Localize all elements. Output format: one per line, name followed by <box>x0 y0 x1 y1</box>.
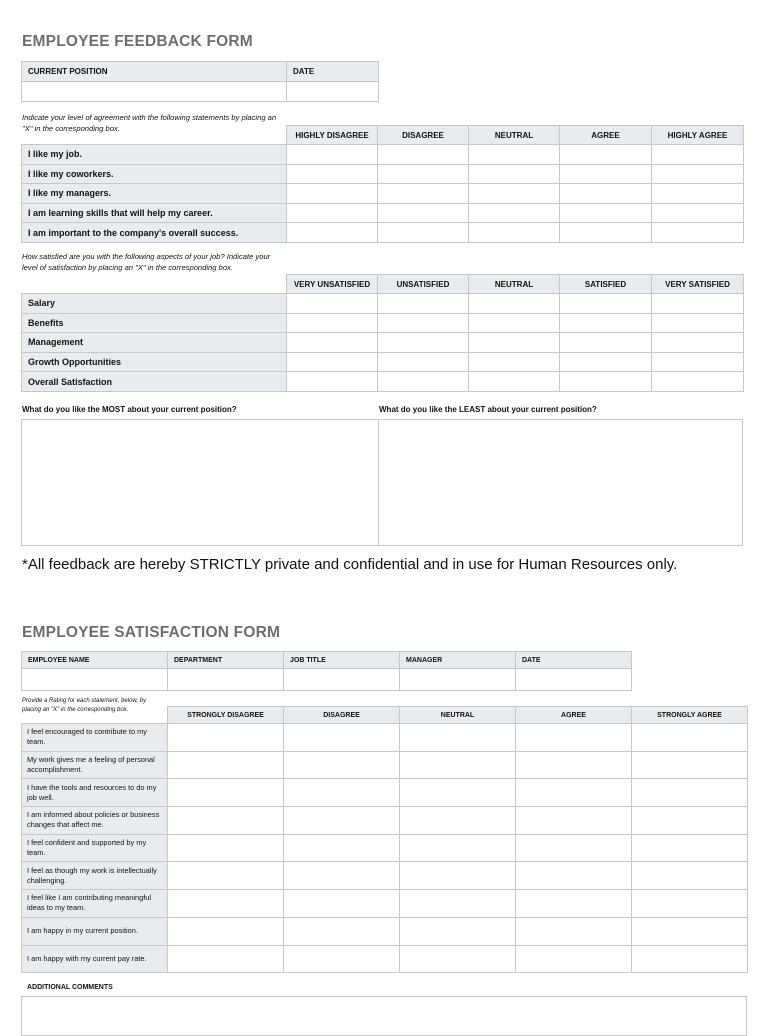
table-row <box>22 372 744 392</box>
rating-cell[interactable] <box>400 890 516 918</box>
col-very-unsatisfied: VERY UNSATISFIED <box>287 275 378 294</box>
rating-cell[interactable] <box>168 779 284 807</box>
rating-cell[interactable] <box>560 184 652 204</box>
table-row <box>22 724 748 752</box>
table-row <box>22 807 748 835</box>
table-row <box>22 890 748 918</box>
date-header: DATE <box>287 62 379 82</box>
rating-cell[interactable] <box>284 890 400 918</box>
rating-cell[interactable] <box>168 917 284 945</box>
rating-cell[interactable] <box>560 352 652 372</box>
table-row <box>22 779 748 807</box>
col-highly-disagree: HIGHLY DISAGREE <box>287 126 378 145</box>
col-strongly-disagree: STRONGLY DISAGREE <box>168 707 284 724</box>
rating-cell[interactable] <box>516 834 632 862</box>
rating-cell[interactable] <box>652 313 744 333</box>
rating-cell[interactable] <box>652 184 744 204</box>
rating-cell[interactable] <box>400 945 516 973</box>
rating-corner <box>22 707 168 724</box>
satisfaction-table <box>21 274 744 392</box>
rating-cell[interactable] <box>652 223 744 243</box>
satisfaction-corner <box>22 275 287 294</box>
rating-cell[interactable] <box>378 203 469 223</box>
statement-label: I feel encouraged to contribute to my team. <box>22 724 168 752</box>
table-row <box>22 313 744 333</box>
rating-cell[interactable] <box>516 945 632 973</box>
job-title-header: JOB TITLE <box>284 652 400 669</box>
current-position-field[interactable] <box>22 82 287 102</box>
col-disagree: DISAGREE <box>284 707 400 724</box>
rating-cell[interactable] <box>560 223 652 243</box>
aspect-label: Salary <box>22 294 287 314</box>
rating-cell[interactable] <box>632 751 748 779</box>
rating-table <box>21 706 748 973</box>
col-agree: AGREE <box>560 126 652 145</box>
rating-cell[interactable] <box>168 862 284 890</box>
aspect-label: Overall Satisfaction <box>22 372 287 392</box>
table-row <box>22 164 744 184</box>
rating-cell[interactable] <box>284 779 400 807</box>
rating-cell[interactable] <box>652 352 744 372</box>
rating-cell[interactable] <box>287 313 378 333</box>
employee-name-field[interactable] <box>22 669 168 691</box>
statement-label: I am learning skills that will help my career. <box>22 203 287 223</box>
statement-label: I like my coworkers. <box>22 164 287 184</box>
satisfaction-instruction: How satisfied are you with the following aspects of your job? Indicate your level of satisfaction by placing an "X" in the corresponding box. <box>22 252 271 272</box>
rating-cell[interactable] <box>560 164 652 184</box>
department-field[interactable] <box>168 669 284 691</box>
statement-label: I feel as though my work is intellectually challenging. <box>22 862 168 890</box>
date-field[interactable] <box>287 82 379 102</box>
confidentiality-note: *All feedback are hereby STRICTLY private and confidential and in use for Human Resources only. <box>22 556 678 573</box>
rating-cell[interactable] <box>652 294 744 314</box>
department-header: DEPARTMENT <box>168 652 284 669</box>
rating-cell[interactable] <box>284 807 400 835</box>
most-question: What do you like the MOST about your current position? <box>22 405 237 414</box>
rating-cell[interactable] <box>287 333 378 353</box>
rating-cell[interactable] <box>378 372 469 392</box>
employee-info-table <box>21 651 632 691</box>
job-title-field[interactable] <box>284 669 400 691</box>
rating-cell[interactable] <box>400 751 516 779</box>
rating-cell[interactable] <box>652 164 744 184</box>
table-row <box>22 917 748 945</box>
date-field[interactable] <box>516 669 632 691</box>
agreement-corner <box>22 126 287 145</box>
rating-cell[interactable] <box>516 779 632 807</box>
rating-cell[interactable] <box>560 333 652 353</box>
statement-label: I like my job. <box>22 145 287 165</box>
rating-cell[interactable] <box>469 294 560 314</box>
rating-cell[interactable] <box>516 917 632 945</box>
table-row <box>22 294 744 314</box>
col-neutral: NEUTRAL <box>400 707 516 724</box>
rating-cell[interactable] <box>284 751 400 779</box>
table-row <box>22 834 748 862</box>
rating-cell[interactable] <box>632 807 748 835</box>
rating-cell[interactable] <box>378 223 469 243</box>
rating-cell[interactable] <box>287 164 378 184</box>
rating-cell[interactable] <box>516 890 632 918</box>
rating-cell[interactable] <box>469 184 560 204</box>
statement-label: I am important to the company's overall success. <box>22 223 287 243</box>
rating-cell[interactable] <box>168 834 284 862</box>
statement-label: I am informed about policies or business changes that affect me. <box>22 807 168 835</box>
col-neutral: NEUTRAL <box>469 126 560 145</box>
least-answer-field[interactable] <box>378 419 743 546</box>
employee-name-header: EMPLOYEE NAME <box>22 652 168 669</box>
manager-field[interactable] <box>400 669 516 691</box>
col-neutral: NEUTRAL <box>469 275 560 294</box>
rating-cell[interactable] <box>378 164 469 184</box>
rating-cell[interactable] <box>560 203 652 223</box>
rating-cell[interactable] <box>469 352 560 372</box>
rating-cell[interactable] <box>469 313 560 333</box>
col-strongly-agree: STRONGLY AGREE <box>632 707 748 724</box>
statement-label: I like my managers. <box>22 184 287 204</box>
rating-cell[interactable] <box>284 917 400 945</box>
rating-cell[interactable] <box>284 834 400 862</box>
statement-label: I have the tools and resources to do my job well. <box>22 779 168 807</box>
rating-cell[interactable] <box>284 724 400 752</box>
rating-cell[interactable] <box>400 807 516 835</box>
rating-cell[interactable] <box>469 372 560 392</box>
statement-label: I feel like I am contributing meaningful ideas to my team. <box>22 890 168 918</box>
col-satisfied: SATISFIED <box>560 275 652 294</box>
rating-cell[interactable] <box>632 862 748 890</box>
agreement-instruction: Indicate your level of agreement with the following statements by placing an "X" in the corresponding box. <box>22 113 277 133</box>
additional-comments-label: ADDITIONAL COMMENTS <box>27 984 113 991</box>
rating-cell[interactable] <box>516 724 632 752</box>
statement-label: My work gives me a feeling of personal accomplishment. <box>22 751 168 779</box>
table-row <box>22 203 744 223</box>
rating-cell[interactable] <box>378 294 469 314</box>
rating-cell[interactable] <box>516 862 632 890</box>
rating-cell[interactable] <box>652 203 744 223</box>
aspect-label: Growth Opportunities <box>22 352 287 372</box>
table-row <box>22 352 744 372</box>
additional-comments-field[interactable] <box>21 996 747 1036</box>
rating-cell[interactable] <box>516 751 632 779</box>
table-row <box>22 223 744 243</box>
table-row <box>22 333 744 353</box>
rating-cell[interactable] <box>632 945 748 973</box>
rating-cell[interactable] <box>516 807 632 835</box>
rating-cell[interactable] <box>469 333 560 353</box>
manager-header: MANAGER <box>400 652 516 669</box>
col-unsatisfied: UNSATISFIED <box>378 275 469 294</box>
aspect-label: Management <box>22 333 287 353</box>
col-very-satisfied: VERY SATISFIED <box>652 275 744 294</box>
table-row <box>22 862 748 890</box>
rating-instruction: Provide a Rating for each statement, below, by placing an "X" in the corresponding box. <box>22 698 147 713</box>
col-agree: AGREE <box>516 707 632 724</box>
rating-cell[interactable] <box>469 145 560 165</box>
rating-cell[interactable] <box>168 890 284 918</box>
least-question: What do you like the LEAST about your current position? <box>379 405 597 414</box>
rating-cell[interactable] <box>378 313 469 333</box>
rating-cell[interactable] <box>378 352 469 372</box>
rating-cell[interactable] <box>287 203 378 223</box>
rating-cell[interactable] <box>652 372 744 392</box>
rating-cell[interactable] <box>378 145 469 165</box>
rating-cell[interactable] <box>632 724 748 752</box>
rating-cell[interactable] <box>560 294 652 314</box>
date-header: DATE <box>516 652 632 669</box>
rating-cell[interactable] <box>284 945 400 973</box>
rating-cell[interactable] <box>469 164 560 184</box>
rating-cell[interactable] <box>469 203 560 223</box>
statement-label: I am happy with my current pay rate. <box>22 945 168 973</box>
rating-cell[interactable] <box>400 779 516 807</box>
rating-cell[interactable] <box>632 890 748 918</box>
statement-label: I feel confident and supported by my team. <box>22 834 168 862</box>
satisfaction-form-title: EMPLOYEE SATISFACTION FORM <box>22 624 281 641</box>
rating-cell[interactable] <box>287 352 378 372</box>
statement-label: I am happy in my current position. <box>22 917 168 945</box>
rating-cell[interactable] <box>287 372 378 392</box>
rating-cell[interactable] <box>400 724 516 752</box>
table-row <box>22 945 748 973</box>
rating-cell[interactable] <box>168 807 284 835</box>
rating-cell[interactable] <box>652 145 744 165</box>
rating-cell[interactable] <box>560 145 652 165</box>
rating-cell[interactable] <box>632 834 748 862</box>
rating-cell[interactable] <box>560 313 652 333</box>
aspect-label: Benefits <box>22 313 287 333</box>
rating-cell[interactable] <box>287 223 378 243</box>
rating-cell[interactable] <box>632 779 748 807</box>
feedback-info-table <box>21 61 379 102</box>
rating-cell[interactable] <box>560 372 652 392</box>
rating-cell[interactable] <box>168 751 284 779</box>
rating-cell[interactable] <box>400 917 516 945</box>
rating-cell[interactable] <box>287 145 378 165</box>
agreement-table <box>21 125 744 243</box>
feedback-form-title: EMPLOYEE FEEDBACK FORM <box>22 33 253 50</box>
table-row <box>22 751 748 779</box>
rating-cell[interactable] <box>632 917 748 945</box>
rating-cell[interactable] <box>168 945 284 973</box>
rating-cell[interactable] <box>168 724 284 752</box>
rating-cell[interactable] <box>378 333 469 353</box>
rating-cell[interactable] <box>378 184 469 204</box>
col-highly-agree: HIGHLY AGREE <box>652 126 744 145</box>
rating-cell[interactable] <box>652 333 744 353</box>
rating-cell[interactable] <box>287 294 378 314</box>
table-row <box>22 184 744 204</box>
rating-cell[interactable] <box>400 834 516 862</box>
most-answer-field[interactable] <box>21 419 379 546</box>
table-row <box>22 145 744 165</box>
rating-cell[interactable] <box>400 862 516 890</box>
current-position-header: CURRENT POSITION <box>22 62 287 82</box>
col-disagree: DISAGREE <box>378 126 469 145</box>
rating-cell[interactable] <box>284 862 400 890</box>
rating-cell[interactable] <box>287 184 378 204</box>
rating-cell[interactable] <box>469 223 560 243</box>
